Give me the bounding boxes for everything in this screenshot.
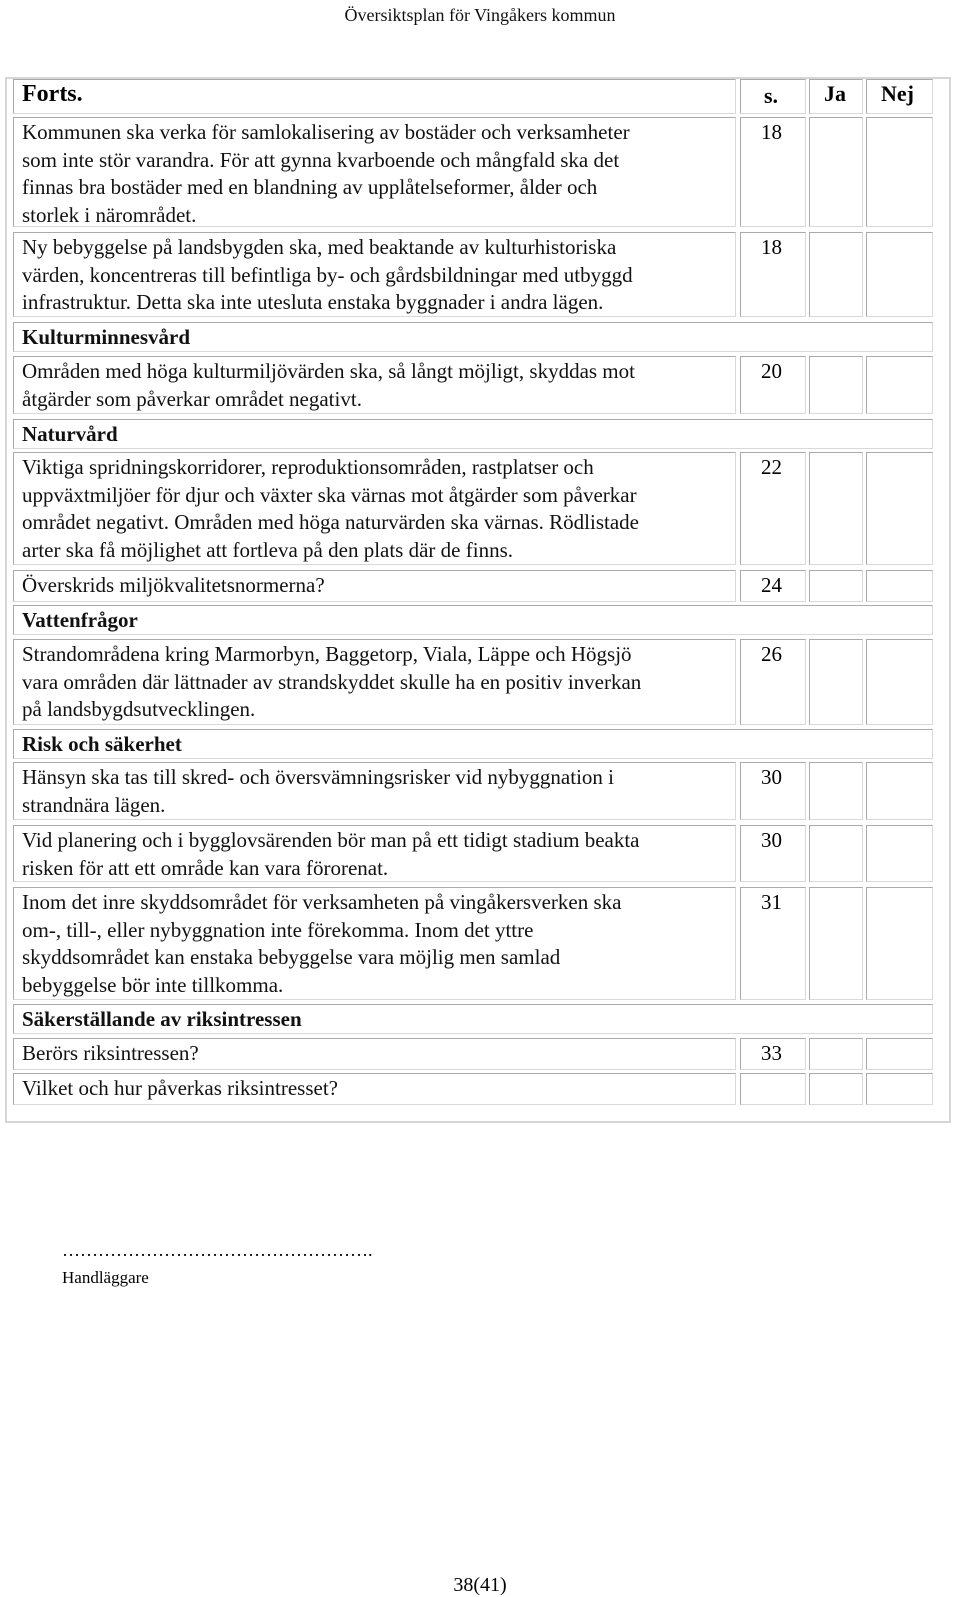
column-header-topic: Forts. xyxy=(22,81,83,107)
yes-checkbox-cell xyxy=(809,1073,863,1105)
item-text-line: vara områden där lättnader av strandskyddet skulle ha en positiv inverkan xyxy=(22,669,642,694)
column-header-yes: Ja xyxy=(824,81,846,106)
item-text-line: storlek i närområdet. xyxy=(22,202,197,227)
item-text-line: Viktiga spridningskorridorer, reproduktionsområden, rastplatser och xyxy=(22,455,594,479)
item-text-line: om-, till-, eller nybyggnation inte förekomma. Inom det yttre xyxy=(22,917,534,942)
item-text-line: strandnära lägen. xyxy=(22,792,166,817)
section-heading: Naturvård xyxy=(22,422,118,446)
no-checkbox-cell xyxy=(866,825,933,882)
item-text-line: Hänsyn ska tas till skred- och översvämningsrisker vid nybyggnation i xyxy=(22,765,614,789)
yes-checkbox-cell xyxy=(809,639,863,725)
item-text-line: Berörs riksintressen? xyxy=(22,1041,199,1065)
column-header-no: Nej xyxy=(881,81,914,106)
item-text-line: Strandområdena kring Marmorbyn, Baggetorp, Viala, Läppe och Högsjö xyxy=(22,642,632,666)
running-header: Översiktsplan för Vingåkers kommun xyxy=(344,5,616,25)
item-text-line: Vilket och hur påverkas riksintresset? xyxy=(22,1076,338,1100)
yes-checkbox-cell xyxy=(809,356,863,414)
item-text-line: värden, koncentreras till befintliga by- och gårdsbildningar med utbyggd xyxy=(22,262,633,287)
yes-checkbox-cell xyxy=(809,452,863,565)
no-checkbox-cell xyxy=(866,1038,933,1070)
section-heading: Säkerställande av riksintressen xyxy=(22,1007,302,1031)
section-heading-cell xyxy=(13,605,933,635)
page-reference: 18 xyxy=(761,235,782,259)
no-checkbox-cell xyxy=(866,452,933,565)
section-heading: Risk och säkerhet xyxy=(22,732,182,756)
page-reference: 31 xyxy=(761,890,782,914)
section-heading-cell xyxy=(13,419,933,449)
item-text-line: området negativt. Områden med höga naturvärden ska värnas. Rödlistade xyxy=(22,510,639,535)
item-text-line: Vid planering och i bygglovsärenden bör man på ett tidigt stadium beakta xyxy=(22,828,640,852)
no-checkbox-cell xyxy=(866,762,933,820)
page-reference: 24 xyxy=(761,573,782,597)
no-checkbox-cell xyxy=(866,887,933,1000)
page-reference: 33 xyxy=(761,1041,782,1065)
page-reference: 22 xyxy=(761,455,782,479)
item-text-line: infrastruktur. Detta ska inte utesluta enstaka byggnader i andra lägen. xyxy=(22,290,604,315)
no-checkbox-cell xyxy=(866,639,933,725)
no-checkbox-cell xyxy=(866,1073,933,1105)
yes-checkbox-cell xyxy=(809,117,863,227)
item-text-line: Överskrids miljökvalitetsnormerna? xyxy=(22,573,325,597)
item-text-line: Ny bebyggelse på landsbygden ska, med beaktande av kulturhistoriska xyxy=(22,235,617,259)
no-checkbox-cell xyxy=(866,232,933,317)
yes-checkbox-cell xyxy=(809,887,863,1000)
yes-checkbox-cell xyxy=(809,1038,863,1070)
page-reference: 30 xyxy=(761,828,782,852)
no-checkbox-cell xyxy=(866,356,933,414)
item-text-line: Inom det inre skyddsområdet för verksamheten på vingåkersverken ska xyxy=(22,890,622,914)
signature-label: Handläggare xyxy=(62,1268,149,1287)
item-text-line: arter ska få möjlighet att fortleva på den plats där de finns. xyxy=(22,537,513,562)
page-cell xyxy=(740,1073,806,1105)
section-heading: Kulturminnesvård xyxy=(22,325,191,349)
page-reference: 20 xyxy=(761,359,782,383)
header-topic-cell xyxy=(13,79,736,114)
page-number: 38(41) xyxy=(453,1574,507,1596)
yes-checkbox-cell xyxy=(809,825,863,882)
item-text-line: på landsbygdsutvecklingen. xyxy=(22,697,256,722)
item-text-line: skyddsområdet kan enstaka bebyggelse vara möjlig men samlad xyxy=(22,945,561,970)
item-text-line: åtgärder som påverkar området negativt. xyxy=(22,386,362,411)
yes-checkbox-cell xyxy=(809,762,863,820)
column-header-page: s. xyxy=(764,83,779,108)
page-reference: 18 xyxy=(761,120,782,144)
no-checkbox-cell xyxy=(866,570,933,602)
signature-line: ……………………………………………. xyxy=(62,1240,373,1260)
item-text-line: som inte stör varandra. För att gynna kvarboende och mångfald ska det xyxy=(22,147,620,172)
item-text-line: risken för att ett område kan vara förorenat. xyxy=(22,855,389,880)
page-reference: 26 xyxy=(761,642,782,666)
yes-checkbox-cell xyxy=(809,232,863,317)
yes-checkbox-cell xyxy=(809,570,863,602)
item-text-line: finnas bra bostäder med en blandning av upplåtelseformer, ålder och xyxy=(22,175,598,200)
item-text-line: Områden med höga kulturmiljövärden ska, så långt möjligt, skyddas mot xyxy=(22,359,635,383)
page-reference: 30 xyxy=(761,765,782,789)
item-text-line: Kommunen ska verka för samlokalisering av bostäder och verksamheter xyxy=(22,120,630,144)
section-heading: Vattenfrågor xyxy=(22,608,138,632)
item-text-line: bebyggelse bör inte tillkomma. xyxy=(22,972,284,997)
item-text-line: uppväxtmiljöer för djur och växter ska värnas mot åtgärder som påverkar xyxy=(22,482,637,507)
no-checkbox-cell xyxy=(866,117,933,227)
